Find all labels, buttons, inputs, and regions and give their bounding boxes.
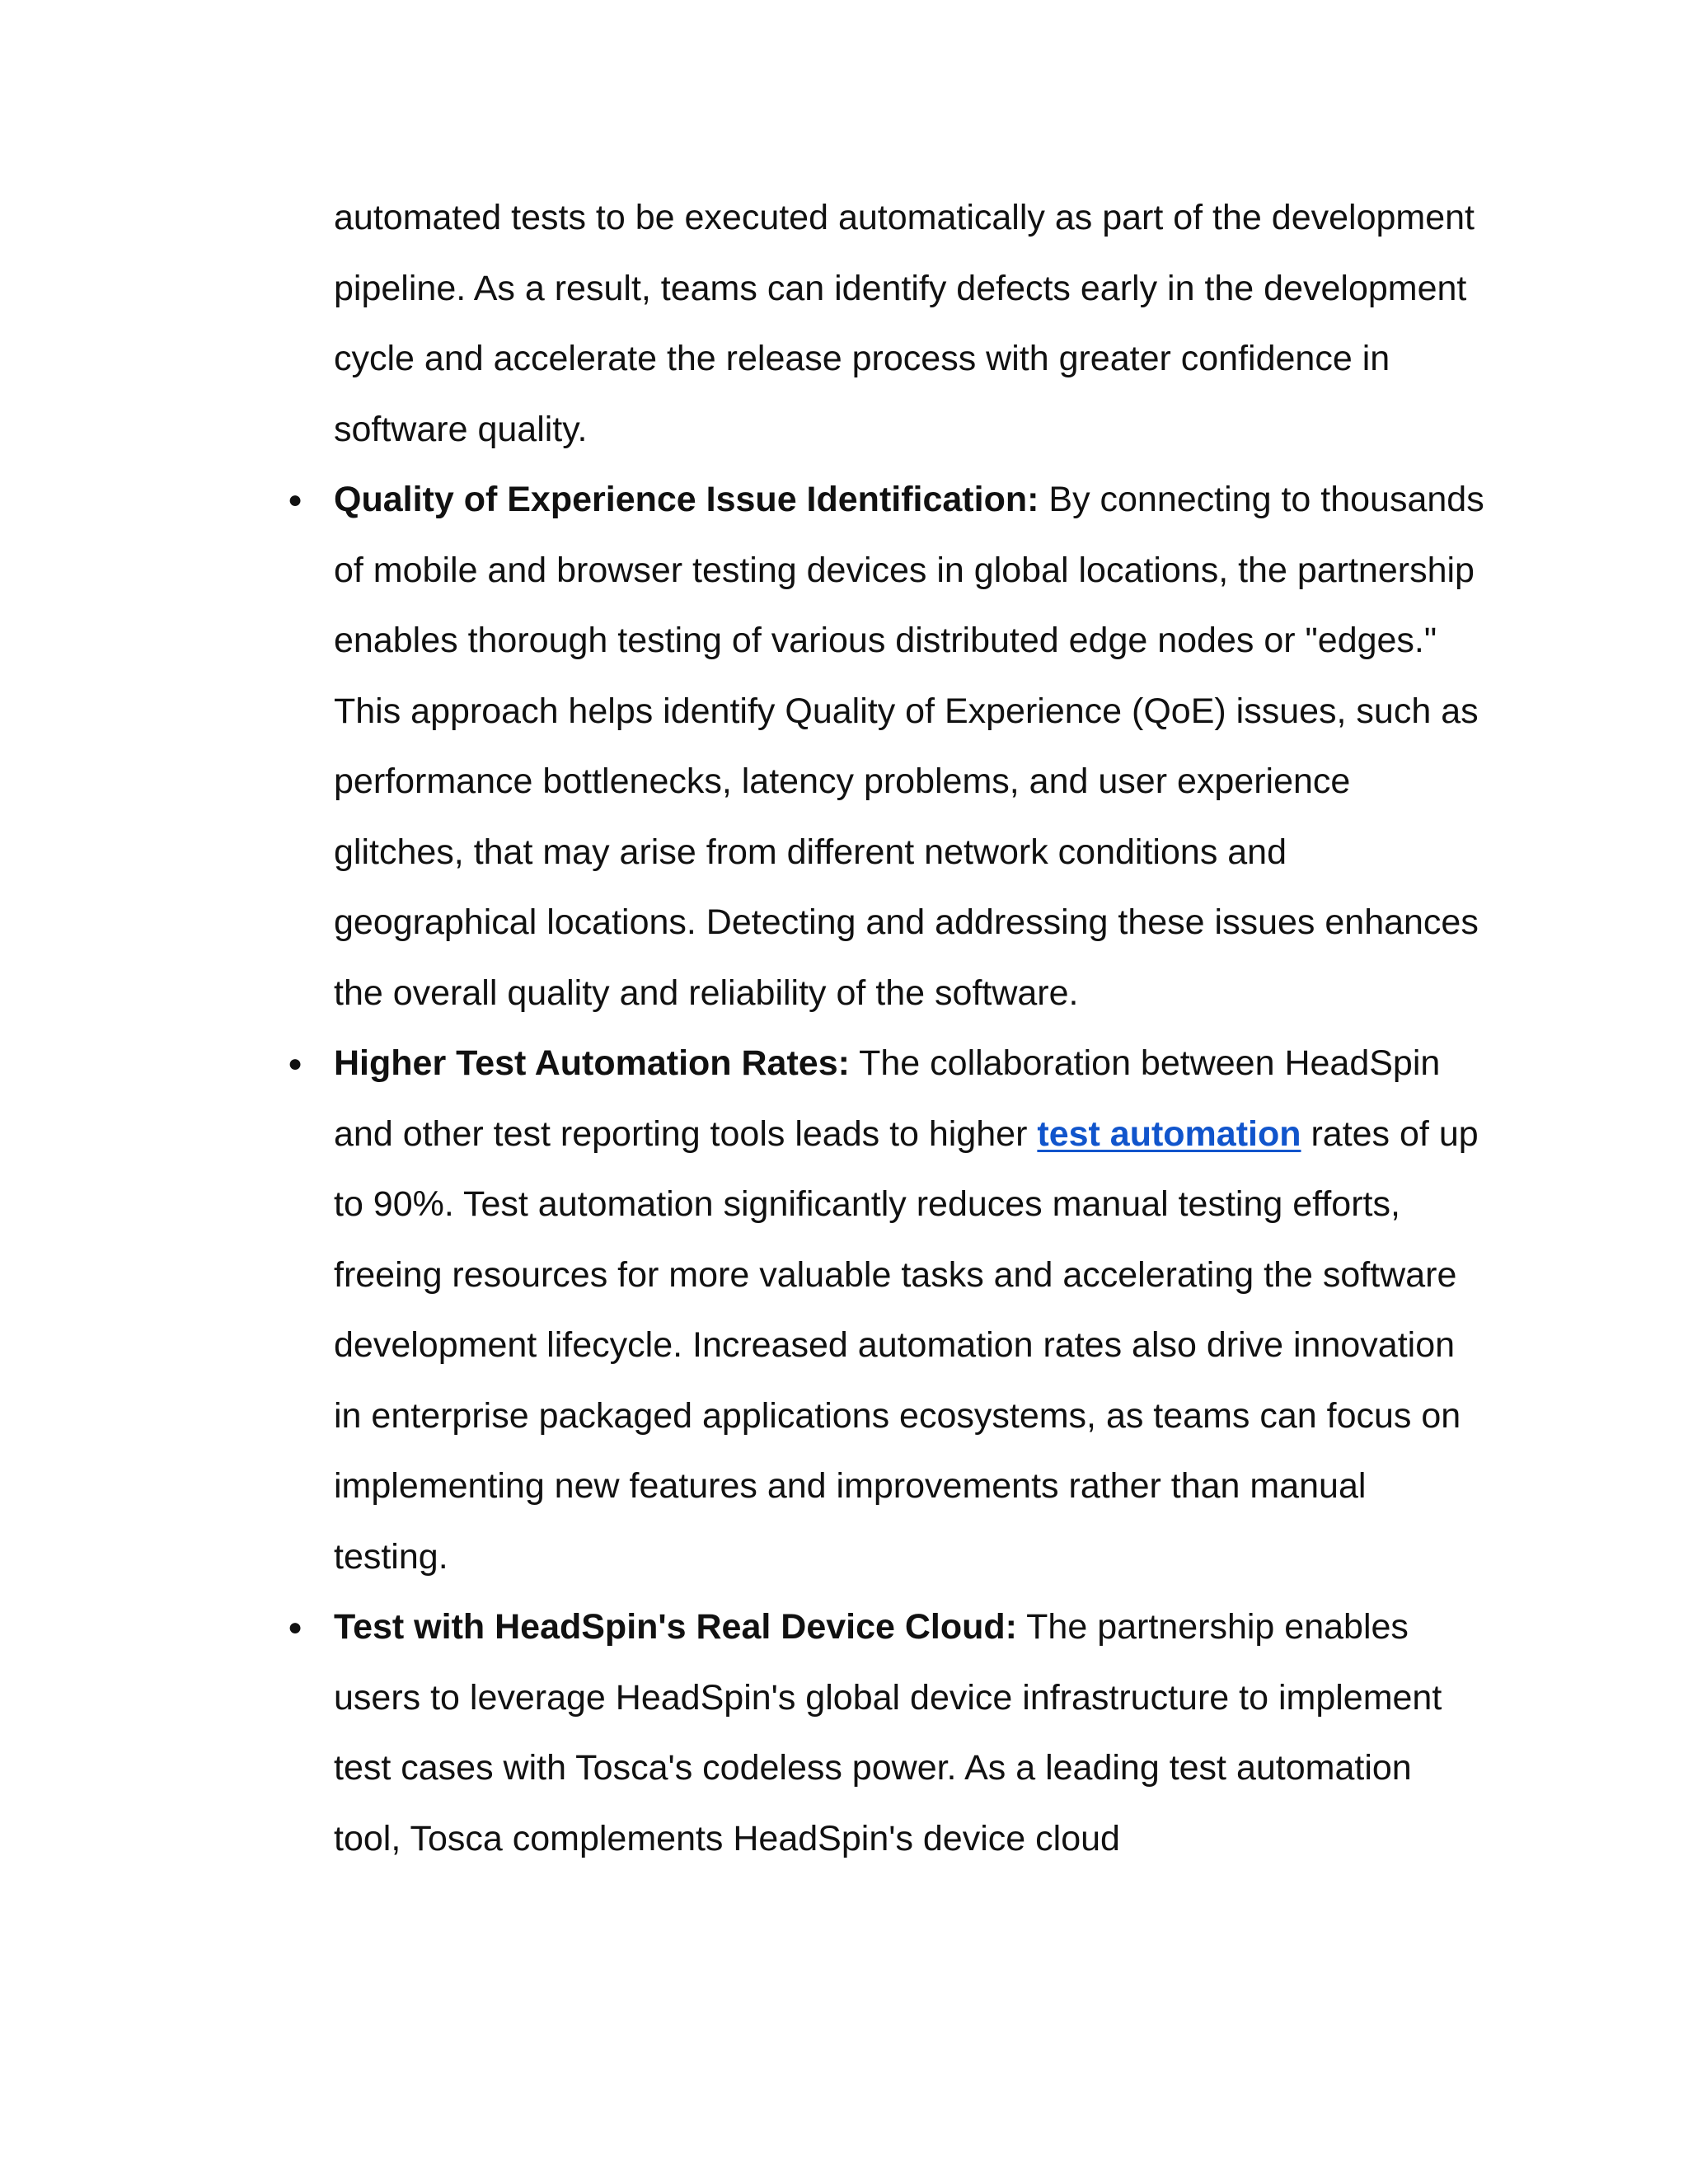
intro-paragraph: automated tests to be executed automatically as part of the development pipeline. As a result, teams can identify defects early in the development cycle and accelerate the release process with greater confidence in software quality.: [334, 198, 1475, 449]
list-item-title: Test with HeadSpin's Real Device Cloud:: [334, 1607, 1017, 1647]
list-item-text: The collaboration between HeadSpin and other test reporting tools leads to higher: [334, 1043, 1441, 1154]
list-item-text: By connecting to thousands of mobile and browser testing devices in global locations, the partnership enables thorough testing of various distributed edge nodes or "edges." This approach helps identify Quality of Experience (QoE) issues, such as performance bottlenecks, latency problems, and user experience glitches, that may arise from different network conditions and geographical locations. Detecting and addressing these issues enhances the overall quality and reliability of the software.: [334, 480, 1484, 1013]
document-body: [287, 183, 1488, 1874]
list-item-qoe: [287, 465, 1488, 1029]
test-automation-link[interactable]: test automation: [1037, 1113, 1301, 1154]
list-item-title: Higher Test Automation Rates:: [334, 1043, 850, 1083]
list-item-automation-rates: [287, 1029, 1488, 1592]
bullet-icon: ●: [287, 1050, 303, 1077]
bullet-icon: ●: [287, 1614, 303, 1641]
list-item-text: The partnership enables users to leverage HeadSpin's global device infrastructure to implement test cases with Tosca's codeless power. As a leading test automation tool, Tosca complements HeadSpin's device cloud: [334, 1607, 1442, 1858]
bullet-icon: ●: [287, 486, 303, 513]
benefits-list: [287, 465, 1488, 1874]
list-item-title: Quality of Experience Issue Identification:: [334, 480, 1039, 519]
list-item-real-device-cloud: [287, 1592, 1488, 1874]
list-item-text: rates of up to 90%. Test automation significantly reduces manual testing efforts, freeing resources for more valuable tasks and accelerating the software development lifecycle. Increased automation rates also drive innovation in enterprise packaged applications ecosystems, as teams can focus on implementing new features and improvements rather than manual testing.: [334, 1113, 1479, 1577]
